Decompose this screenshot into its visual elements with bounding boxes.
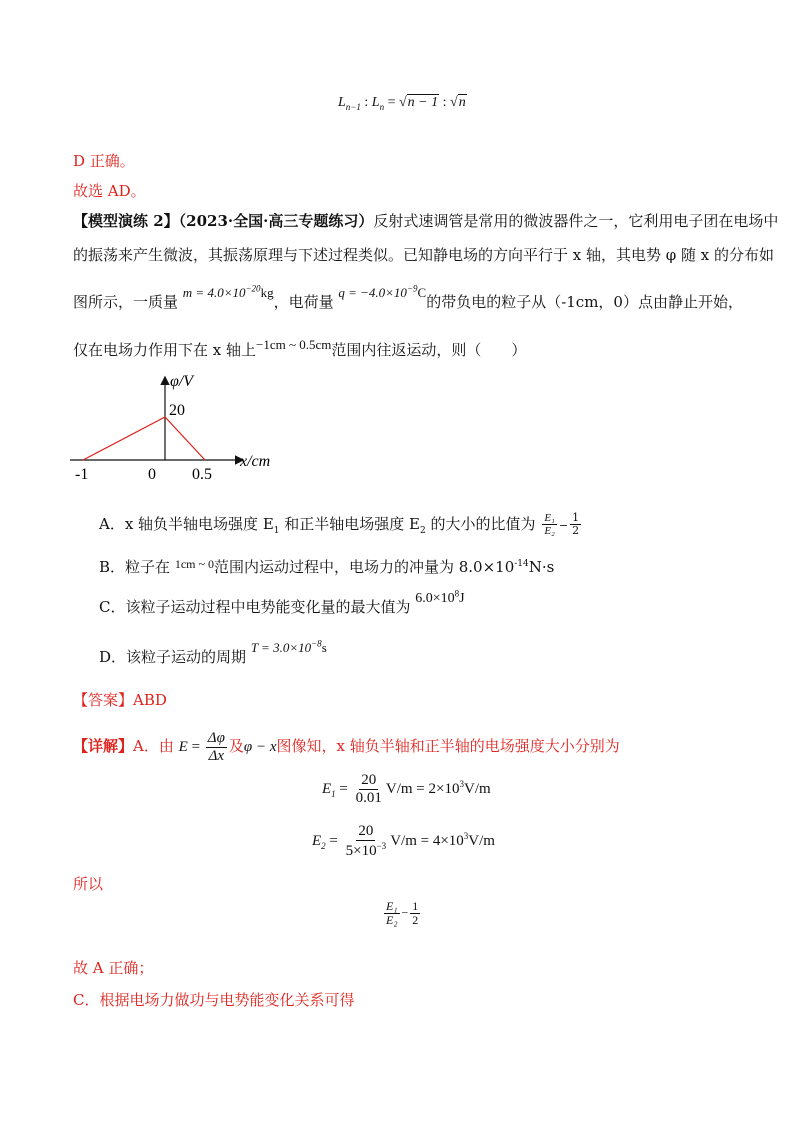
peak-label: 20 [169,402,185,419]
problem-tag: 【模型演练 2】 [73,212,179,230]
ratio-formula: $\frac{\text{E₁}}{\text{E₂}}$ − $\frac{1}{2}$ [386,899,419,928]
c-line: C．根据电场力做功与电势能变化关系可得 [73,991,355,1009]
a-correct: 故 A 正确； [73,959,154,977]
y-axis-label: φ/V [170,373,194,390]
choose-answer: 故选 AD。 [73,182,146,200]
equation-e1: $E_1$ = $\frac{20}{0.01}$ $V/m = 2\times 10^3V/m$ [322,772,491,806]
option-c: C．该粒子运动过程中电势能变化量的最大值为 $6.0\times 10^8J$ [99,588,465,616]
problem-source: （2023·全国·高三专题练习） [178,212,374,230]
x-axis-label: x/cm [240,453,271,470]
so-text: 所以 [73,875,104,893]
problem-line-1: 【模型演练 2】（2023·全国·高三专题练习）反射式速调管是常用的微波器件之一，它利用电子团在电场中 [73,212,779,230]
phi-x-graph [70,372,310,487]
range-formula: −1cm ~ 0.5cm [256,337,332,352]
charge-formula: $q = -4.0\times 10^{-9}C$ [338,283,427,300]
problem-line-2: 的振荡来产生微波，其振荡原理与下述过程类似。已知静电场的方向平行于 x 轴，其电势 φ 随 x 的分布如 [73,246,775,264]
mass-formula: $m = 4.0\times 10^{-20}kg$ [182,283,274,300]
option-d: D．该粒子运动的周期 $T = 3.0\times 10^{-8}s$ [99,638,327,666]
phi-line [83,417,205,460]
option-a: A．x 轴负半轴电场强度 $E_1$ 和正半轴电场强度 $E_2$ 的大小的比值为 $\frac{\text{E₁}}{\text{E₂}}$ − $\frac{1}{2}$ [99,511,580,538]
detail-line: 【详解】A．由 E = $\frac{\Delta\varphi}{\Delta x}$ 及φ − x图像知，x 轴负半轴和正半轴的电场强度大小分别为 [73,730,620,764]
problem-line-3: 图所示，一质量 $m = 4.0\times 10^{-20}kg$，电荷量 $q = -4.0\times 10^{-9}C$的带负电的粒子从（-1cm，0）点由静止开始， [73,283,743,311]
tick-0: 0 [148,466,156,483]
answer: 【答案】ABD [73,691,167,709]
tick-05: 0.5 [192,466,212,483]
problem-line-4: 仅在电场力作用下在 x 轴上−1cm ~ 0.5cm范围内往返运动，则（ ） [73,337,527,359]
d-correct: D 正确。 [73,152,135,170]
tick-neg1: -1 [75,466,89,483]
equation-e2: $E_2$ = $\frac{20}{5\times 10^{-3}}$ $V/m = 4\times 10^3V/m$ [312,823,495,859]
top-formula: $L_{n-1}$ : $L_n = √n - 1$ : √n [338,95,466,112]
option-b: B．粒子在 $^{1cm \sim 0}$范围内运动过程中，电场力的冲量为 $8.0\times 10^{-14}N\cdot s$ [99,557,555,576]
